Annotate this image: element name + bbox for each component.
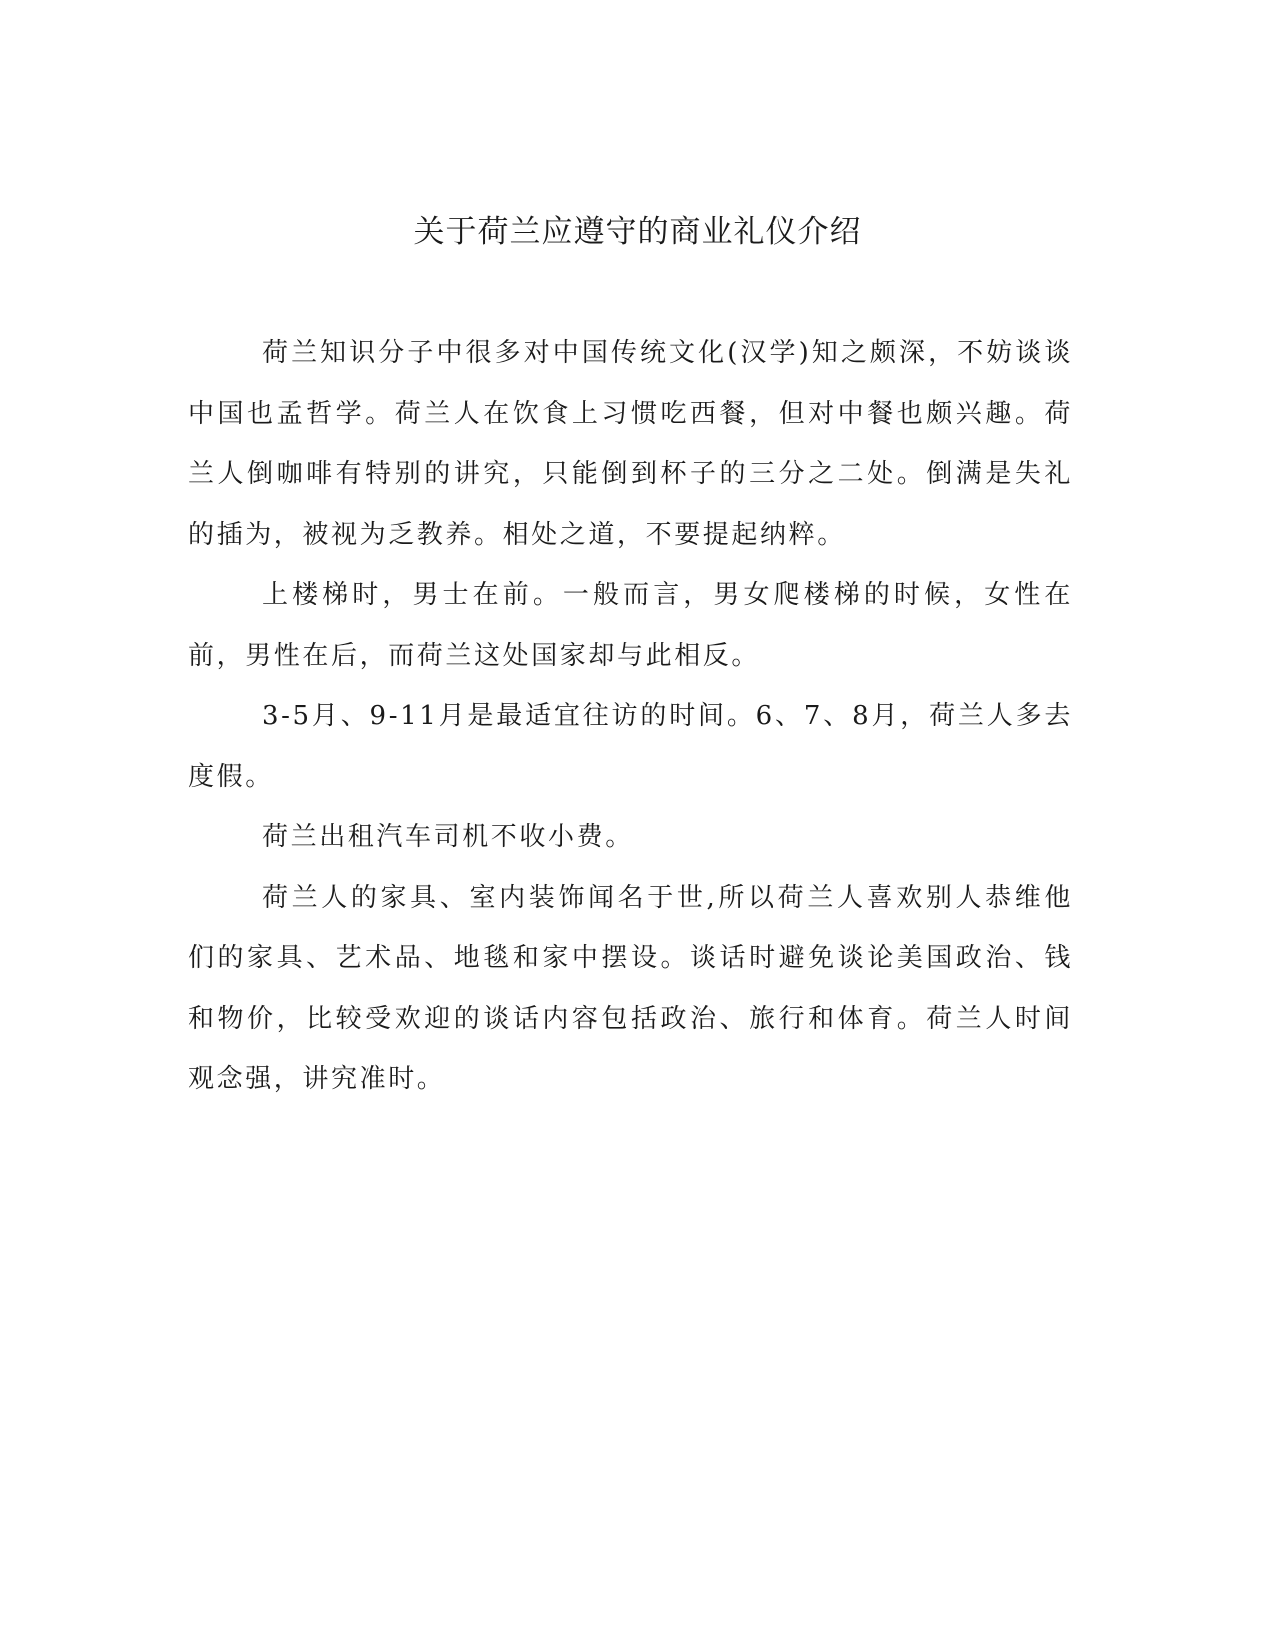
paragraph-furniture-conversation: 荷兰人的家具、室内装饰闻名于世,所以荷兰人喜欢别人恭维他们的家具、艺术品、地毯和家中摆设。谈话时避免谈论美国政治、钱和物价，比较受欢迎的谈话内容包括政治、旅行和体育。荷兰人时间观念强，讲究准时。	[188, 882, 1073, 1094]
document-body	[188, 323, 1073, 1110]
paragraph-best-visit-time: 3-5月、9-11月是最适宜往访的时间。6、7、8月，荷兰人多去度假。	[188, 701, 1073, 792]
paragraph-dutch-culture-coffee: 荷兰知识分子中很多对中国传统文化(汉学)知之颇深，不妨谈谈中国也孟哲学。荷兰人在饮食上习惯吃西餐，但对中餐也颇兴趣。荷兰人倒咖啡有特别的讲究，只能倒到杯子的三分之二处。倒满是失礼的插为，被视为乏教养。相处之道，不要提起纳粹。	[188, 338, 1073, 550]
paragraph-stairs-etiquette: 上楼梯时，男士在前。一般而言，男女爬楼梯的时候，女性在前，男性在后，而荷兰这处国家却与此相反。	[188, 580, 1073, 671]
paragraph-taxi-tipping: 荷兰出租汽车司机不收小费。	[262, 822, 634, 852]
document-title: 关于荷兰应遵守的商业礼仪介绍	[413, 214, 862, 250]
